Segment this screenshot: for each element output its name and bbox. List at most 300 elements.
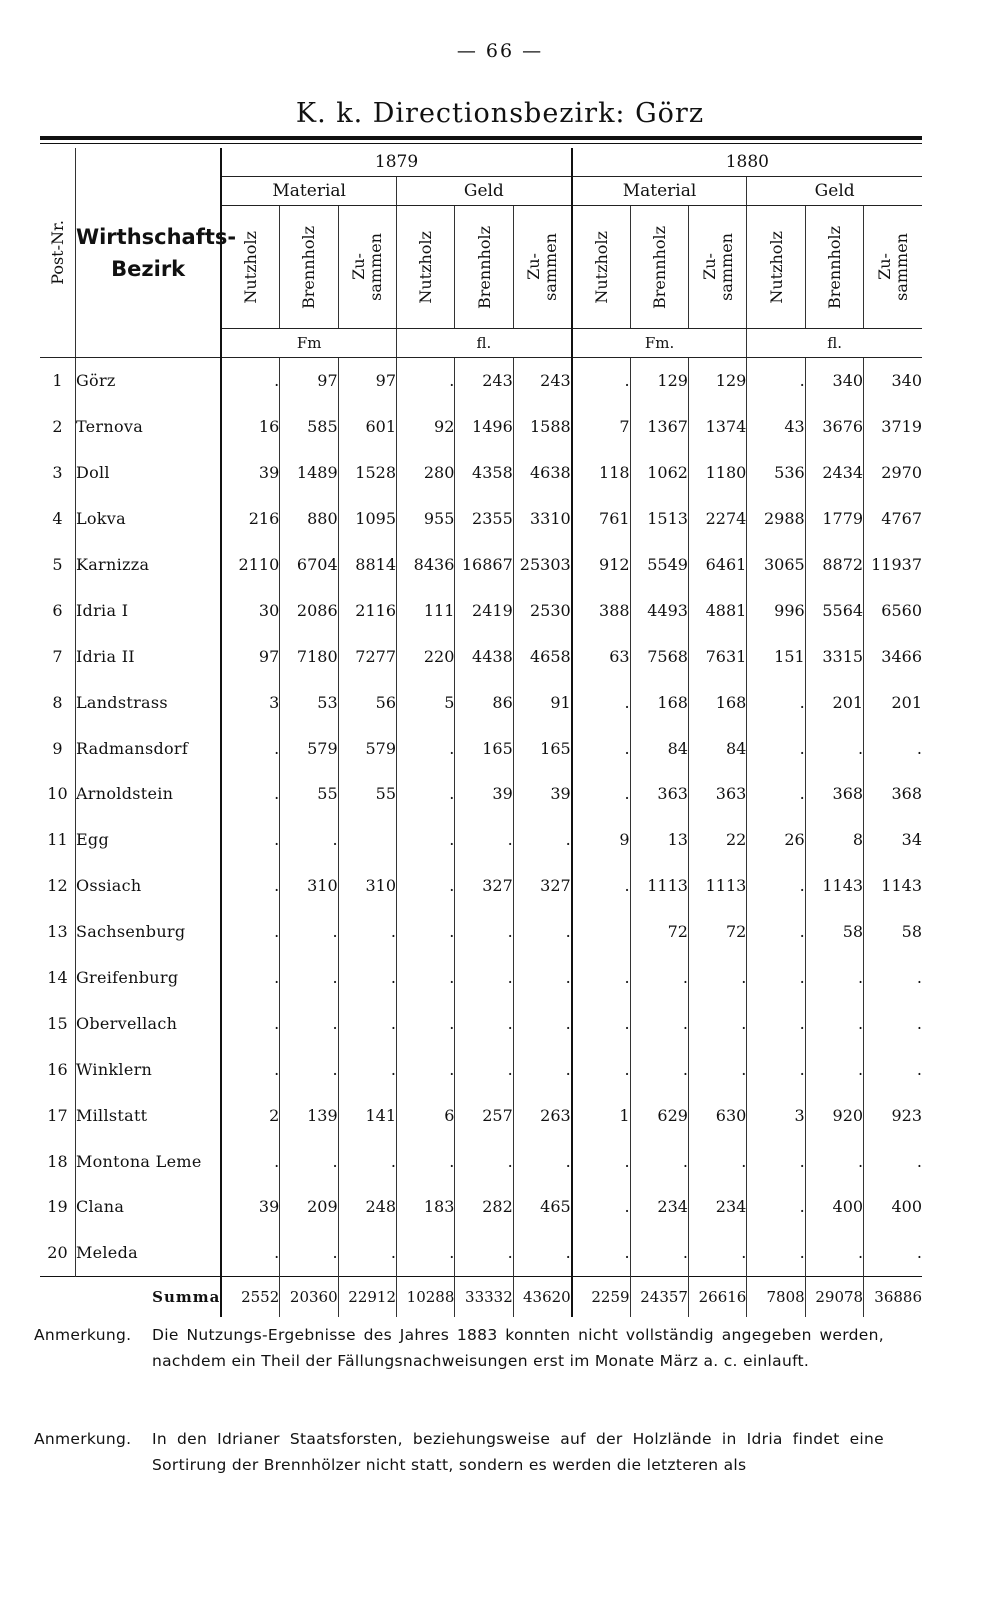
value-cell: .	[513, 909, 571, 955]
value-cell: .	[280, 909, 338, 955]
value-cell: 465	[513, 1184, 571, 1230]
value-cell: 996	[747, 587, 805, 633]
post-nr-cell: 4	[40, 496, 75, 542]
value-cell: .	[397, 1230, 455, 1276]
bezirk-name-cell: Landstrass	[75, 679, 221, 725]
value-cell: .	[455, 955, 513, 1001]
value-cell: 11937	[864, 542, 922, 588]
summa-cell: 10288	[397, 1276, 455, 1317]
post-nr-cell: 14	[40, 955, 75, 1001]
value-cell: 263	[513, 1092, 571, 1138]
subcol-header: Zu- sammen	[864, 206, 922, 329]
subcol-header: Zu- sammen	[513, 206, 571, 329]
value-cell: 630	[688, 1092, 746, 1138]
value-cell: 579	[280, 725, 338, 771]
value-cell: .	[688, 1046, 746, 1092]
subcol-header: Nutzholz	[572, 206, 630, 329]
value-cell: 97	[221, 633, 279, 679]
note-2	[34, 1426, 884, 1478]
value-cell: 912	[572, 542, 630, 588]
subcol-header: Zu- sammen	[688, 206, 746, 329]
table-row	[40, 1230, 922, 1276]
value-cell: .	[864, 1046, 922, 1092]
value-cell: .	[864, 955, 922, 1001]
value-cell: 4658	[513, 633, 571, 679]
summa-cell: 29078	[805, 1276, 863, 1317]
value-cell: .	[688, 1138, 746, 1184]
value-cell: 923	[864, 1092, 922, 1138]
value-cell: 388	[572, 587, 630, 633]
value-cell: .	[338, 1046, 396, 1092]
value-cell: 8814	[338, 542, 396, 588]
value-cell: 86	[455, 679, 513, 725]
value-cell: 585	[280, 404, 338, 450]
table-row	[40, 817, 922, 863]
value-cell: 25303	[513, 542, 571, 588]
post-nr-cell: 2	[40, 404, 75, 450]
bezirk-name-cell: Idria I	[75, 587, 221, 633]
bezirk-name-cell: Greifenburg	[75, 955, 221, 1001]
value-cell: 2116	[338, 587, 396, 633]
value-cell: 39	[455, 771, 513, 817]
value-cell: .	[513, 817, 571, 863]
value-cell: .	[805, 725, 863, 771]
note-text: Die Nutzungs-Ergebnisse des Jahres 1883 konnten nicht vollständig angegeben werden, nachdem ein Theil der Fällungsnachweisungen erst im Monate März a. c. einlauft.	[152, 1326, 884, 1370]
top-rule	[40, 136, 922, 140]
value-cell: .	[513, 1138, 571, 1184]
value-cell: .	[455, 1230, 513, 1276]
summa-cell: 2552	[221, 1276, 279, 1317]
value-cell: .	[221, 1138, 279, 1184]
post-nr-header: Post-Nr.	[40, 148, 75, 358]
value-cell: .	[280, 955, 338, 1001]
post-nr-cell: 20	[40, 1230, 75, 1276]
top-rule-thin	[40, 143, 922, 144]
value-cell: .	[630, 1138, 688, 1184]
value-cell: 234	[688, 1184, 746, 1230]
value-cell: .	[572, 1000, 630, 1046]
value-cell: .	[572, 358, 630, 404]
value-cell: .	[572, 1046, 630, 1092]
note-label: Anmerkung.	[34, 1430, 132, 1448]
bezirk-name-cell: Montona Leme	[75, 1138, 221, 1184]
post-nr-cell: 10	[40, 771, 75, 817]
value-cell: 363	[630, 771, 688, 817]
table-head	[40, 148, 922, 358]
table-row	[40, 1000, 922, 1046]
post-nr-cell: 6	[40, 587, 75, 633]
value-cell: 7	[572, 404, 630, 450]
unit-fm-1880: Fm.	[572, 329, 747, 358]
table-row	[40, 633, 922, 679]
value-cell: 3	[221, 679, 279, 725]
page-title: K. k. Directionsbezirk: Görz	[295, 98, 705, 129]
summa-cell: 20360	[280, 1276, 338, 1317]
value-cell: .	[397, 725, 455, 771]
value-cell: 4767	[864, 496, 922, 542]
value-cell: 1489	[280, 450, 338, 496]
value-cell: 3719	[864, 404, 922, 450]
value-cell: .	[747, 725, 805, 771]
value-cell: 368	[864, 771, 922, 817]
value-cell: .	[805, 1046, 863, 1092]
value-cell: .	[221, 955, 279, 1001]
bezirk-name-cell: Ternova	[75, 404, 221, 450]
subcol-header: Nutzholz	[747, 206, 805, 329]
value-cell: 39	[221, 1184, 279, 1230]
value-cell: .	[513, 1046, 571, 1092]
value-cell: 58	[864, 909, 922, 955]
value-cell: 2274	[688, 496, 746, 542]
value-cell: 16	[221, 404, 279, 450]
value-cell: .	[221, 909, 279, 955]
value-cell: .	[221, 725, 279, 771]
subcol-header: Brennholz	[630, 206, 688, 329]
note-text: In den Idrianer Staatsforsten, beziehungsweise auf der Holzlände in Idria findet eine Sortirung der Brennhölzer nicht statt, sondern es werden die letzteren als	[152, 1430, 884, 1474]
value-cell: 26	[747, 817, 805, 863]
value-cell: 880	[280, 496, 338, 542]
value-cell: 209	[280, 1184, 338, 1230]
value-cell: 310	[338, 863, 396, 909]
table-row	[40, 1046, 922, 1092]
value-cell: 2	[221, 1092, 279, 1138]
value-cell: 92	[397, 404, 455, 450]
post-nr-cell: 8	[40, 679, 75, 725]
value-cell: 4638	[513, 450, 571, 496]
value-cell: .	[221, 1230, 279, 1276]
value-cell: .	[397, 1000, 455, 1046]
value-cell: .	[397, 817, 455, 863]
table-row	[40, 1184, 922, 1230]
bezirk-name-cell: Idria II	[75, 633, 221, 679]
value-cell: .	[805, 1000, 863, 1046]
table-row	[40, 725, 922, 771]
value-cell: .	[513, 955, 571, 1001]
table-row	[40, 679, 922, 725]
value-cell: .	[455, 1046, 513, 1092]
value-cell: 16867	[455, 542, 513, 588]
value-cell: .	[338, 909, 396, 955]
table-row	[40, 909, 922, 955]
value-cell: 22	[688, 817, 746, 863]
post-nr-cell: 13	[40, 909, 75, 955]
value-cell: .	[221, 1046, 279, 1092]
value-cell: .	[747, 1138, 805, 1184]
value-cell: .	[747, 1046, 805, 1092]
post-nr-cell: 16	[40, 1046, 75, 1092]
value-cell: 39	[513, 771, 571, 817]
value-cell: 579	[338, 725, 396, 771]
subcol-header: Brennholz	[280, 206, 338, 329]
summa-cell: 43620	[513, 1276, 571, 1317]
value-cell: 243	[455, 358, 513, 404]
value-cell: 1528	[338, 450, 396, 496]
value-cell: .	[747, 1000, 805, 1046]
bezirk-name-cell: Clana	[75, 1184, 221, 1230]
value-cell: .	[397, 909, 455, 955]
post-nr-cell: 15	[40, 1000, 75, 1046]
value-cell: 53	[280, 679, 338, 725]
value-cell: 257	[455, 1092, 513, 1138]
table-row	[40, 1138, 922, 1184]
value-cell: 7568	[630, 633, 688, 679]
value-cell: .	[221, 817, 279, 863]
value-cell: 3315	[805, 633, 863, 679]
value-cell: 165	[513, 725, 571, 771]
value-cell: .	[338, 1000, 396, 1046]
value-cell: 4881	[688, 587, 746, 633]
value-cell: 9	[572, 817, 630, 863]
value-cell: .	[747, 679, 805, 725]
value-cell: 111	[397, 587, 455, 633]
summa-cell: 33332	[455, 1276, 513, 1317]
value-cell: 310	[280, 863, 338, 909]
table-row	[40, 771, 922, 817]
value-cell: 5	[397, 679, 455, 725]
value-cell: .	[397, 1138, 455, 1184]
value-cell: 183	[397, 1184, 455, 1230]
subcol-header: Nutzholz	[397, 206, 455, 329]
value-cell: 234	[630, 1184, 688, 1230]
value-cell: .	[338, 1230, 396, 1276]
value-cell: .	[397, 771, 455, 817]
table-row	[40, 404, 922, 450]
value-cell: 56	[338, 679, 396, 725]
value-cell: .	[338, 955, 396, 1001]
value-cell: .	[513, 1230, 571, 1276]
value-cell: .	[688, 1230, 746, 1276]
bezirk-name-cell: Obervellach	[75, 1000, 221, 1046]
value-cell: .	[630, 955, 688, 1001]
value-cell: 2970	[864, 450, 922, 496]
value-cell: 400	[805, 1184, 863, 1230]
value-cell: 168	[688, 679, 746, 725]
bezirk-header: Wirthschafts- Bezirk	[75, 148, 221, 358]
value-cell: .	[630, 1000, 688, 1046]
bezirk-name-cell: Arnoldstein	[75, 771, 221, 817]
bezirk-name-cell: Lokva	[75, 496, 221, 542]
table-row	[40, 955, 922, 1001]
value-cell: .	[864, 1230, 922, 1276]
table-row	[40, 358, 922, 404]
table-body	[40, 358, 922, 1317]
value-cell: 280	[397, 450, 455, 496]
value-cell: 13	[630, 817, 688, 863]
bezirk-name-cell: Karnizza	[75, 542, 221, 588]
value-cell: 2086	[280, 587, 338, 633]
group-geld-1880: Geld	[747, 177, 922, 206]
group-geld-1879: Geld	[397, 177, 572, 206]
year-1880-header: 1880	[572, 148, 922, 177]
bezirk-name-cell: Egg	[75, 817, 221, 863]
value-cell: .	[747, 955, 805, 1001]
summa-label: Summa	[40, 1276, 221, 1317]
value-cell: 7180	[280, 633, 338, 679]
value-cell: 201	[864, 679, 922, 725]
value-cell: 2419	[455, 587, 513, 633]
value-cell: 340	[864, 358, 922, 404]
value-cell: 1062	[630, 450, 688, 496]
value-cell: .	[280, 1046, 338, 1092]
summa-cell: 22912	[338, 1276, 396, 1317]
post-nr-cell: 9	[40, 725, 75, 771]
value-cell: 536	[747, 450, 805, 496]
bezirk-name-cell: Winklern	[75, 1046, 221, 1092]
value-cell: 168	[630, 679, 688, 725]
value-cell: 955	[397, 496, 455, 542]
value-cell: 1143	[805, 863, 863, 909]
summa-cell: 24357	[630, 1276, 688, 1317]
unit-fm-1879: Fm	[221, 329, 396, 358]
value-cell: 220	[397, 633, 455, 679]
value-cell: 165	[455, 725, 513, 771]
value-cell: 8	[805, 817, 863, 863]
value-cell: 39	[221, 450, 279, 496]
post-nr-cell: 18	[40, 1138, 75, 1184]
summa-cell: 36886	[864, 1276, 922, 1317]
table-row	[40, 587, 922, 633]
value-cell: 2988	[747, 496, 805, 542]
value-cell: 1513	[630, 496, 688, 542]
value-cell: .	[221, 1000, 279, 1046]
value-cell: .	[280, 1000, 338, 1046]
post-nr-cell: 5	[40, 542, 75, 588]
value-cell: 3065	[747, 542, 805, 588]
value-cell: 363	[688, 771, 746, 817]
value-cell: 282	[455, 1184, 513, 1230]
value-cell: .	[397, 1046, 455, 1092]
value-cell: 3310	[513, 496, 571, 542]
post-nr-cell: 1	[40, 358, 75, 404]
value-cell: 400	[864, 1184, 922, 1230]
value-cell: 6704	[280, 542, 338, 588]
bezirk-name-cell: Doll	[75, 450, 221, 496]
value-cell	[572, 909, 630, 955]
value-cell: 34	[864, 817, 922, 863]
value-cell: .	[688, 1000, 746, 1046]
value-cell: 84	[630, 725, 688, 771]
summa-cell: 7808	[747, 1276, 805, 1317]
value-cell: 4493	[630, 587, 688, 633]
bezirk-name-cell: Millstatt	[75, 1092, 221, 1138]
value-cell: .	[572, 1230, 630, 1276]
value-cell: 2530	[513, 587, 571, 633]
value-cell: 340	[805, 358, 863, 404]
value-cell: 1374	[688, 404, 746, 450]
value-cell: 327	[513, 863, 571, 909]
page-number: — 66 —	[456, 40, 544, 62]
value-cell: .	[864, 1000, 922, 1046]
value-cell: .	[455, 909, 513, 955]
unit-fl-1879: fl.	[397, 329, 572, 358]
value-cell: 1779	[805, 496, 863, 542]
value-cell: .	[688, 955, 746, 1001]
value-cell: 368	[805, 771, 863, 817]
value-cell: 4358	[455, 450, 513, 496]
value-cell: .	[747, 1230, 805, 1276]
note-1	[34, 1322, 884, 1374]
value-cell: 1	[572, 1092, 630, 1138]
value-cell: 327	[455, 863, 513, 909]
value-cell: 72	[688, 909, 746, 955]
value-cell: 5549	[630, 542, 688, 588]
value-cell: 629	[630, 1092, 688, 1138]
value-cell: .	[221, 358, 279, 404]
post-nr-cell: 11	[40, 817, 75, 863]
value-cell: .	[630, 1046, 688, 1092]
value-cell: .	[572, 679, 630, 725]
note-label: Anmerkung.	[34, 1326, 132, 1344]
bezirk-name-cell: Ossiach	[75, 863, 221, 909]
post-nr-cell: 7	[40, 633, 75, 679]
post-nr-cell: 17	[40, 1092, 75, 1138]
value-cell: 58	[805, 909, 863, 955]
value-cell: 63	[572, 633, 630, 679]
value-cell: .	[747, 909, 805, 955]
value-cell: .	[455, 817, 513, 863]
group-material-1880: Material	[572, 177, 747, 206]
unit-fl-1880: fl.	[747, 329, 922, 358]
value-cell: 601	[338, 404, 396, 450]
post-nr-cell: 3	[40, 450, 75, 496]
value-cell: 30	[221, 587, 279, 633]
bezirk-name-cell: Görz	[75, 358, 221, 404]
summa-row	[40, 1276, 922, 1317]
value-cell: 97	[280, 358, 338, 404]
value-cell: 129	[630, 358, 688, 404]
value-cell: .	[280, 1138, 338, 1184]
value-cell: .	[747, 771, 805, 817]
group-material-1879: Material	[221, 177, 396, 206]
value-cell: 72	[630, 909, 688, 955]
value-cell: 97	[338, 358, 396, 404]
value-cell: .	[221, 863, 279, 909]
summa-cell: 26616	[688, 1276, 746, 1317]
value-cell: 5564	[805, 587, 863, 633]
value-cell: .	[280, 1230, 338, 1276]
value-cell: 1496	[455, 404, 513, 450]
value-cell: 1095	[338, 496, 396, 542]
value-cell: 129	[688, 358, 746, 404]
value-cell: .	[630, 1230, 688, 1276]
value-cell: 141	[338, 1092, 396, 1138]
value-cell: 761	[572, 496, 630, 542]
value-cell: .	[221, 771, 279, 817]
value-cell: 6560	[864, 587, 922, 633]
value-cell: 8872	[805, 542, 863, 588]
value-cell: 3	[747, 1092, 805, 1138]
value-cell: 6461	[688, 542, 746, 588]
subcol-header: Brennholz	[805, 206, 863, 329]
table-row	[40, 542, 922, 588]
value-cell: 920	[805, 1092, 863, 1138]
value-cell: 151	[747, 633, 805, 679]
value-cell: .	[572, 1184, 630, 1230]
value-cell	[338, 817, 396, 863]
value-cell: .	[513, 1000, 571, 1046]
value-cell: .	[864, 725, 922, 771]
value-cell: 2434	[805, 450, 863, 496]
subcol-header: Nutzholz	[221, 206, 279, 329]
value-cell: 3466	[864, 633, 922, 679]
value-cell: 201	[805, 679, 863, 725]
year-1879-header: 1879	[221, 148, 571, 177]
value-cell: .	[805, 955, 863, 1001]
summa-cell: 2259	[572, 1276, 630, 1317]
value-cell: .	[338, 1138, 396, 1184]
value-cell: 2355	[455, 496, 513, 542]
value-cell: 7277	[338, 633, 396, 679]
